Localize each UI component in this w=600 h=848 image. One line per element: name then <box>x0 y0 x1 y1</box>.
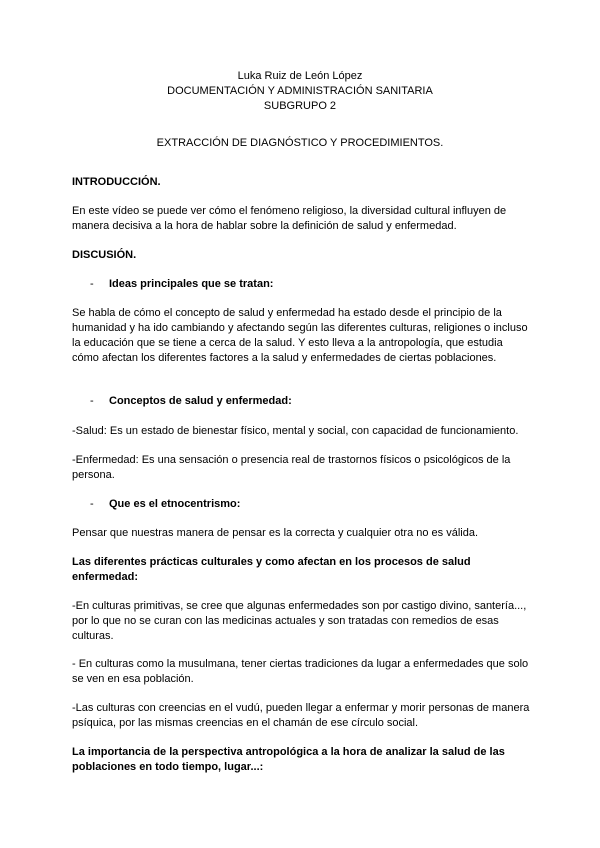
introduction-heading: INTRODUCCIÓN. <box>72 176 161 188</box>
main-ideas-text: Se habla de cómo el concepto de salud y enfermedad ha estado desde el principio de la humanidad y ha ido cambiando y afectando según las diferentes culturas, religiones o incluso la educación que se tiene a cerca de la salud. Y esto lleva a la antropología, que estudia cómo afectan los diferentes factores a la salud y enfermedades de ciertas poblaciones. <box>72 307 528 364</box>
ethnocentrism-text: Pensar que nuestras manera de pensar es la correcta y cualquier otra no es válida. <box>72 527 479 539</box>
document-header <box>0 69 600 151</box>
disease-definition: -Enfermedad: Es una sensación o presencia real de trastornos físicos o psicológicos de la persona. <box>72 454 511 481</box>
group-name: SUBGRUPO 2 <box>263 100 337 112</box>
bullet-marker: - <box>90 278 94 290</box>
discussion-heading: DISCUSIÓN. <box>72 249 137 261</box>
practices-heading: Las diferentes prácticas culturales y como afectan en los procesos de salud enfermedad: <box>72 556 471 583</box>
bullet-marker: - <box>90 395 94 407</box>
practice-primitive: -En culturas primitivas, se cree que algunas enfermedades son por castigo divino, santería..., por lo que no se curan con las medicinas actuales y son tratadas con remedios de esas culturas. <box>72 600 527 642</box>
health-definition: -Salud: Es un estado de bienestar físico, mental y social, con capacidad de funcionamiento. <box>72 425 519 437</box>
importance-heading: La importancia de la perspectiva antropológica a la hora de analizar la salud de las poblaciones en todo tiempo, lugar...: <box>72 746 505 773</box>
document-title: EXTRACCIÓN DE DIAGNÓSTICO Y PROCEDIMIENTOS. <box>156 137 444 149</box>
course-name: DOCUMENTACIÓN Y ADMINISTRACIÓN SANITARIA <box>167 85 433 97</box>
introduction-text: En este vídeo se puede ver cómo el fenómeno religioso, la diversidad cultural influyen de manera decisiva a la hora de hablar sobre la definición de salud y enfermedad. <box>72 205 507 232</box>
main-ideas-heading: Ideas principales que se tratan: <box>109 278 274 290</box>
bullet-marker: - <box>90 498 94 510</box>
practice-muslim: - En culturas como la musulmana, tener ciertas tradiciones da lugar a enfermedades que solo se ven en esa población. <box>72 658 529 685</box>
practice-voodoo: -Las culturas con creencias en el vudú, pueden llegar a enfermar y morir personas de manera psíquica, por las mismas creencias en el chamán de ese círculo social. <box>72 702 530 729</box>
author-name: Luka Ruiz de León López <box>237 70 363 82</box>
concepts-heading: Conceptos de salud y enfermedad: <box>109 395 292 407</box>
ethnocentrism-heading: Que es el etnocentrismo: <box>109 498 241 510</box>
